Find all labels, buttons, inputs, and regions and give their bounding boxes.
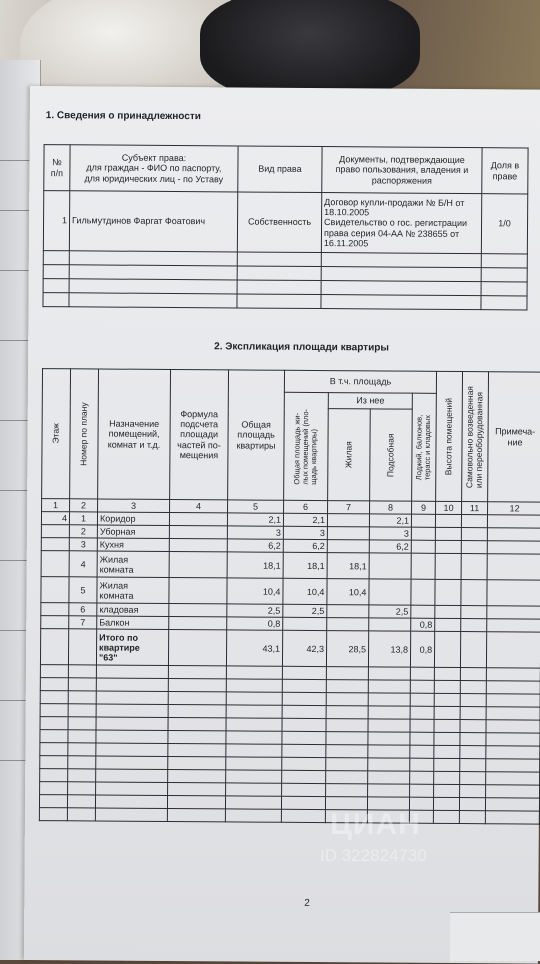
total-area-cell: 3: [227, 526, 283, 539]
formula-cell: [169, 617, 227, 630]
col-number: 2: [70, 499, 98, 512]
empty-cell: [326, 745, 368, 758]
loggia-area-cell: [411, 527, 435, 540]
unauth-cell: [461, 554, 487, 580]
empty-cell: [39, 795, 67, 808]
empty-cell: [410, 772, 434, 785]
empty-cell: [326, 706, 368, 719]
empty-cell: [168, 770, 226, 783]
empty-cell: [68, 782, 96, 795]
background-dark-object: [200, 0, 420, 100]
empty-cell: [410, 707, 434, 720]
empty-cell: [460, 759, 486, 772]
page-number: 2: [304, 897, 310, 909]
watermark-logo: ЦИАН: [330, 808, 421, 841]
empty-cell: [410, 681, 434, 694]
empty-cell: [368, 732, 410, 745]
empty-cell: [40, 743, 68, 756]
empty-cell: [68, 704, 96, 717]
col-number: 4: [170, 499, 228, 512]
floor-cell: [40, 629, 68, 665]
empty-cell: [226, 783, 282, 796]
empty-cell: [225, 796, 281, 809]
empty-cell: [460, 681, 486, 694]
living-total-cell: 6,2: [283, 540, 327, 553]
empty-cell: [434, 759, 460, 772]
total-area-sum: 43,1: [226, 630, 282, 666]
height-cell: [435, 554, 461, 580]
empty-cell: [282, 771, 326, 784]
empty-cell: [410, 694, 434, 707]
floor-cell: [41, 577, 69, 603]
room-name-cell: Уборная: [97, 525, 169, 539]
empty-cell: [410, 785, 434, 798]
total-area-cell: 2,1: [227, 513, 283, 526]
loggia-area-sum: 0,8: [410, 632, 434, 668]
section2-title: 2. Экспликация площади квартиры: [214, 341, 389, 354]
living-area-cell: [327, 527, 369, 540]
unauth-cell: [460, 632, 486, 668]
empty-cell: [281, 797, 325, 810]
empty-cell: [168, 666, 226, 679]
empty-cell: [96, 782, 168, 796]
empty-cell: [486, 785, 540, 798]
empty-cell: [459, 798, 485, 811]
col-documents-header: Документы, подтверждающие право пользования, владения и распоряжения: [322, 147, 482, 194]
room-name-cell: Балкон: [97, 616, 169, 630]
empty-cell: [96, 665, 168, 679]
empty-cell: [460, 707, 486, 720]
empty-cell: [68, 756, 96, 769]
plan-num-cell: 2: [69, 525, 97, 538]
empty-cell: [40, 691, 68, 704]
empty-cell: [410, 746, 434, 759]
empty-cell: [460, 746, 486, 759]
empty-cell: [282, 706, 326, 719]
empty-cell: [486, 772, 540, 785]
height-cell: [435, 541, 461, 554]
empty-cell: [368, 680, 410, 693]
auxiliary-area-cell: [369, 553, 411, 579]
room-name-cell: Жилая комната: [97, 551, 169, 578]
empty-cell: [368, 758, 410, 771]
living-total-cell: 2,1: [283, 513, 327, 526]
empty-cell: [433, 798, 459, 811]
total-area-cell: 10,4: [227, 578, 283, 604]
empty-cell: [326, 693, 368, 706]
empty-cell: [168, 744, 226, 757]
loggia-area-cell: [411, 553, 435, 579]
empty-cell: [368, 745, 410, 758]
unauth-cell: [461, 580, 487, 606]
col-living-header: Жилая: [343, 441, 354, 469]
empty-cell: [460, 785, 486, 798]
room-row: [41, 551, 540, 580]
empty-cell: [67, 795, 95, 808]
col-living-total-header: Общая площадь жи- лых помещений (пло- щадь квартиры): [292, 408, 319, 485]
col-auxiliary-header: Подсобная: [385, 433, 396, 477]
empty-cell: [168, 731, 226, 744]
unauth-cell: [461, 541, 487, 554]
empty-cell: [434, 694, 460, 707]
section1-title: 1. Сведения о принадлежности: [45, 110, 201, 123]
auxiliary-area-sum: 13,8: [368, 631, 410, 667]
empty-cell: [434, 707, 460, 720]
empty-cell: [434, 785, 460, 798]
empty-cell: [326, 784, 368, 797]
empty-cell: [226, 692, 282, 705]
bottom-document-sheet: [450, 912, 540, 961]
ownership-share: 1/0: [481, 194, 527, 254]
total-area-cell: 18,1: [227, 552, 283, 578]
empty-cell: [95, 795, 167, 809]
empty-cell: [326, 732, 368, 745]
floor-cell: 4: [41, 512, 69, 525]
room-name-cell: Жилая комната: [97, 577, 169, 604]
loggia-area-cell: [411, 514, 435, 527]
auxiliary-area-cell: [369, 618, 411, 631]
notes-cell: [487, 554, 540, 580]
col-subject-header: Субъект права: для граждан - ФИО по паспорту, для юридических лиц - по Уставу: [70, 145, 238, 192]
empty-cell: [40, 730, 68, 743]
height-cell: [434, 632, 460, 668]
totals-row: [40, 629, 540, 668]
empty-cell: [486, 759, 540, 772]
empty-cell: [326, 758, 368, 771]
empty-cell: [434, 772, 460, 785]
notes-cell: [487, 619, 540, 632]
empty-cell: [368, 667, 410, 680]
formula-cell: [168, 630, 226, 666]
formula-cell: [169, 604, 227, 617]
living-area-cell: [327, 605, 369, 618]
empty-cell: [434, 720, 460, 733]
empty-cell: [282, 732, 326, 745]
empty-cell: [459, 811, 485, 824]
empty-cell: [67, 808, 95, 821]
living-total-cell: 3: [283, 526, 327, 539]
unauth-cell: [461, 619, 487, 632]
empty-cell: [68, 678, 96, 691]
empty-cell: [226, 679, 282, 692]
col-share-header: Доля в праве: [482, 148, 528, 194]
empty-cell: [460, 720, 486, 733]
empty-cell: [167, 809, 225, 822]
empty-cell: [460, 668, 486, 681]
right-type: Собственность: [237, 192, 321, 253]
empty-cell: [226, 718, 282, 731]
empty-cell: [433, 811, 459, 824]
unauth-cell: [461, 606, 487, 619]
col-number: 3: [98, 499, 170, 513]
empty-cell: [68, 730, 96, 743]
empty-cell: [282, 693, 326, 706]
empty-cell: [282, 784, 326, 797]
notes-cell: [487, 580, 540, 606]
loggia-area-cell: [411, 540, 435, 553]
floor-cell: [41, 603, 69, 616]
empty-cell: [226, 744, 282, 757]
area-table: [39, 368, 540, 825]
empty-cell: [95, 808, 167, 822]
ownership-table: [42, 144, 528, 310]
col-unauth-header: Самовольно возведенная или переоборудованная: [464, 385, 485, 488]
col-right-type-header: Вид права: [238, 146, 322, 193]
room-name-cell: кладовая: [97, 603, 169, 617]
col-number: 7: [328, 501, 370, 514]
empty-cell: [168, 692, 226, 705]
col-height-header: Высота помещений: [443, 397, 454, 476]
total-area-cell: 0,8: [227, 617, 283, 630]
empty-cell: [434, 746, 460, 759]
col-formula-header: Формула подсчета площади частей по- мещения: [170, 369, 229, 499]
empty-cell: [460, 694, 486, 707]
living-area-cell: 18,1: [327, 553, 369, 579]
empty-row: [39, 808, 539, 824]
col-number: 6: [284, 500, 328, 513]
col-number: 12: [488, 502, 540, 515]
empty-cell: [282, 667, 326, 680]
auxiliary-area-cell: 3: [369, 527, 411, 540]
col-total-header: Общая площадь квартиры: [228, 370, 285, 500]
empty-cell: [485, 798, 539, 811]
empty-cell: [486, 746, 540, 759]
formula-cell: [169, 552, 227, 578]
empty-cell: [282, 680, 326, 693]
empty-cell: [410, 759, 434, 772]
col-number: 1: [42, 499, 70, 512]
empty-cell: [282, 758, 326, 771]
formula-cell: [169, 539, 227, 552]
empty-cell: [460, 733, 486, 746]
empty-cell: [40, 717, 68, 730]
empty-cell: [168, 705, 226, 718]
ownership-row: [43, 191, 527, 254]
empty-cell: [68, 665, 96, 678]
loggia-area-cell: 0,8: [411, 619, 435, 632]
empty-cell: [326, 719, 368, 732]
living-area-cell: [327, 514, 369, 527]
empty-cell: [40, 678, 68, 691]
loggia-area-cell: [411, 579, 435, 605]
plan-num-cell: 1: [69, 512, 97, 525]
empty-cell: [486, 707, 540, 720]
empty-cell: [40, 769, 68, 782]
empty-cell: [434, 681, 460, 694]
empty-cell: [485, 811, 539, 824]
room-name-cell: Коридор: [97, 512, 169, 526]
notes-cell: [487, 606, 540, 619]
empty-cell: [368, 784, 410, 797]
living-total-sum: 42,3: [282, 631, 326, 667]
col-floor-header: Этаж: [50, 423, 61, 444]
height-cell: [435, 514, 461, 527]
ownership-documents: Договор купли-продажи № Б/Н от 18.10.2005 Свидетельство о гос. регистрации права серия 04-АА № 238655 от 16.11.2005: [321, 193, 481, 254]
col-number: 8: [370, 501, 412, 514]
plan-num-cell: 7: [69, 616, 97, 629]
floor-cell: [41, 551, 69, 577]
empty-cell: [368, 771, 410, 784]
empty-cell: [168, 718, 226, 731]
plan-num-cell: 3: [69, 538, 97, 551]
height-cell: [435, 580, 461, 606]
empty-cell: [96, 743, 168, 757]
auxiliary-area-cell: [369, 579, 411, 605]
empty-cell: [226, 666, 282, 679]
col-notes-header: Примеча- ние: [488, 372, 540, 502]
empty-cell: [326, 680, 368, 693]
formula-cell: [169, 513, 227, 526]
empty-cell: [96, 717, 168, 731]
col-number: 10: [436, 501, 462, 514]
empty-cell: [226, 757, 282, 770]
room-name-cell: Кухня: [97, 538, 169, 552]
floor-cell: [41, 538, 69, 551]
col-purpose-header: Назначение помещений, комнат и т.д.: [98, 369, 171, 499]
empty-cell: [486, 668, 540, 681]
height-cell: [435, 606, 461, 619]
empty-cell: [39, 808, 67, 821]
empty-cell: [434, 733, 460, 746]
empty-cell: [225, 809, 281, 822]
col-loggias-header: Лоджий, балконов, терасс и кладовых: [414, 414, 433, 481]
formula-cell: [169, 526, 227, 539]
watermark-id: ID 322824730: [320, 846, 427, 865]
height-cell: [435, 619, 461, 632]
living-area-cell: [327, 618, 369, 631]
living-total-cell: 10,4: [283, 579, 327, 605]
empty-cell: [40, 782, 68, 795]
living-area-cell: [327, 540, 369, 553]
living-total-cell: 2,5: [283, 605, 327, 618]
col-of-which-header: Из нее: [328, 393, 412, 410]
empty-cell: [410, 720, 434, 733]
col-num-header: № п/п: [44, 145, 70, 191]
empty-cell: [226, 770, 282, 783]
totals-label: Итого по квартире "63": [96, 629, 168, 666]
empty-cell: [434, 668, 460, 681]
row-num: 1: [43, 191, 69, 251]
empty-cell: [96, 769, 168, 783]
living-area-cell: 10,4: [327, 579, 369, 605]
plan-num-cell: 5: [69, 577, 97, 603]
empty-cell: [96, 704, 168, 718]
empty-cell: [326, 771, 368, 784]
empty-cell: [96, 730, 168, 744]
empty-cell: [168, 783, 226, 796]
auxiliary-area-cell: 2,1: [369, 514, 411, 527]
owner-name: Гильмутдинов Фаргат Фоатович: [69, 191, 237, 252]
empty-cell: [282, 719, 326, 732]
living-total-cell: 18,1: [283, 553, 327, 579]
col-number: 9: [412, 501, 436, 514]
unauth-cell: [461, 528, 487, 541]
total-area-cell: 6,2: [227, 539, 283, 552]
notes-cell: [487, 515, 540, 528]
height-cell: [435, 527, 461, 540]
empty-cell: [281, 810, 325, 823]
col-number: 11: [462, 502, 488, 515]
empty-cell: [282, 745, 326, 758]
empty-cell: [410, 668, 434, 681]
empty-cell: [96, 678, 168, 692]
auxiliary-area-cell: 6,2: [369, 540, 411, 553]
empty-cell: [68, 717, 96, 730]
empty-cell: [40, 704, 68, 717]
floor-cell: [41, 525, 69, 538]
notes-cell: [487, 541, 540, 554]
plan-num-cell: 4: [69, 551, 97, 577]
plan-num-cell: 6: [69, 603, 97, 616]
empty-cell: [368, 693, 410, 706]
empty-cell: [486, 720, 540, 733]
empty-cell: [68, 691, 96, 704]
empty-cell: [167, 796, 225, 809]
empty-cell: [96, 691, 168, 705]
empty-cell: [96, 756, 168, 770]
col-plan-num-header: Номер по плану: [78, 402, 89, 466]
auxiliary-area-cell: 2,5: [369, 605, 411, 618]
empty-cell: [168, 757, 226, 770]
room-row: [41, 577, 540, 606]
empty-cell: [226, 705, 282, 718]
unauth-cell: [461, 515, 487, 528]
empty-cell: [326, 667, 368, 680]
living-area-sum: 28,5: [326, 631, 368, 667]
total-area-cell: 2,5: [227, 604, 283, 617]
living-total-cell: [283, 618, 327, 631]
col-incl-header: В т.ч. площадь: [284, 370, 436, 393]
empty-cell: [226, 731, 282, 744]
floor-cell: [41, 616, 69, 629]
empty-cell: [368, 719, 410, 732]
empty-cell: [460, 772, 486, 785]
empty-cell: [410, 733, 434, 746]
loggia-area-cell: [411, 605, 435, 618]
empty-cell: [168, 679, 226, 692]
empty-cell: [68, 769, 96, 782]
plan-num-cell: [68, 629, 96, 665]
empty-cell: [40, 665, 68, 678]
notes-cell: [487, 528, 540, 541]
empty-cell: [486, 733, 540, 746]
empty-cell: [68, 743, 96, 756]
formula-cell: [169, 578, 227, 604]
notes-cell: [486, 632, 540, 668]
col-number: 5: [228, 500, 284, 513]
document-page: [24, 86, 540, 964]
empty-cell: [368, 706, 410, 719]
empty-cell: [486, 681, 540, 694]
empty-cell: [486, 694, 540, 707]
empty-cell: [40, 756, 68, 769]
